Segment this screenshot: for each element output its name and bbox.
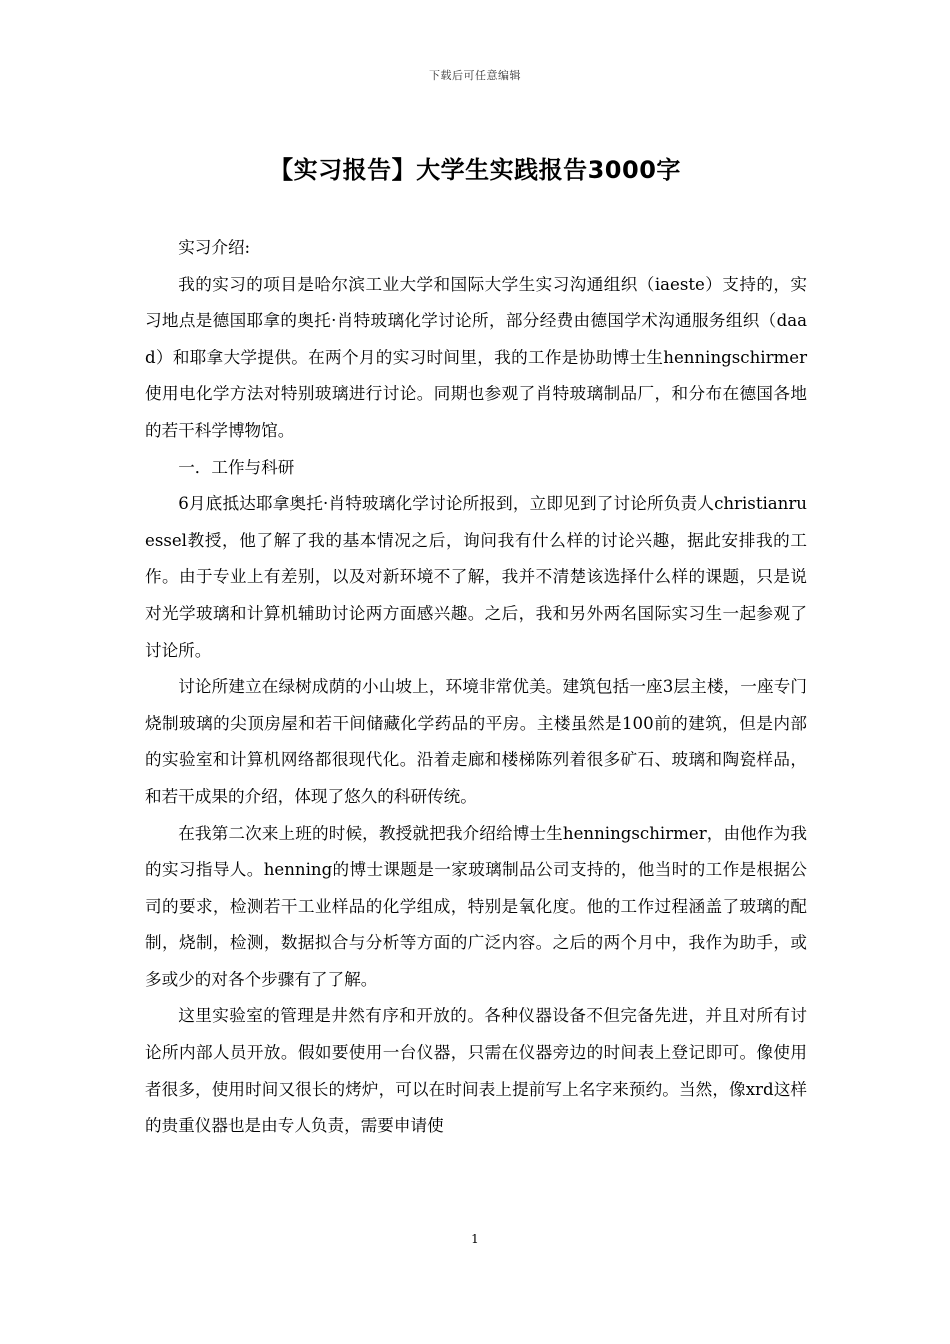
section-heading: 一．工作与科研 [178,457,295,477]
paragraph: 我的实习的项目是哈尔滨工业大学和国际大学生实习沟通组织（iaeste）支持的，实习地点是德国耶拿的奥托·肖特玻璃化学讨论所，部分经费由德国学术沟通服务组织（daad）和耶拿大学提供。在两个月的实习时间里，我的工作是协助博士生henningschirmer使用电化学方法对特别玻璃进行讨论。同期也参观了肖特玻璃制品厂，和分布在德国各地的若干科学博物馆。 [145,274,807,440]
header-note: 下载后可任意编辑 [429,69,521,82]
paragraph-intro-heading: 实习介绍: [178,238,251,257]
paragraph: 6月底抵达耶拿奥托·肖特玻璃化学讨论所报到，立即见到了讨论所负责人christianruessel教授，他了解了我的基本情况之后，询问我有什么样的讨论兴趣，据此安排我的工作。由于专业上有差别，以及对新环境不了解，我并不清楚该选择什么样的课题，只是说对光学玻璃和计算机辅助讨论两方面感兴趣。之后，我和另外两名国际实习生一起参观了讨论所。 [145,494,807,660]
page-number: 1 [471,1232,479,1246]
page-title: 【实习报告】大学生实践报告3000字 [269,156,681,184]
document-body [145,230,807,1145]
paragraph: 这里实验室的管理是井然有序和开放的。各种仪器设备不但完备先进，并且对所有讨论所内部人员开放。假如要使用一台仪器，只需在仪器旁边的时间表上登记即可。像使用者很多，使用时间又很长的烤炉，可以在时间表上提前写上名字来预约。当然，像xrd这样的贵重仪器也是由专人负责，需要申请使 [145,1006,807,1136]
paragraph: 讨论所建立在绿树成荫的小山坡上，环境非常优美。建筑包括一座3层主楼，一座专门烧制玻璃的尖顶房屋和若干间储藏化学药品的平房。主楼虽然是100前的建筑，但是内部的实验室和计算机网络都很现代化。沿着走廊和楼梯陈列着很多矿石、玻璃和陶瓷样品，和若干成果的介绍，体现了悠久的科研传统。 [145,677,807,806]
paragraph: 在我第二次来上班的时候，教授就把我介绍给博士生henningschirmer，由他作为我的实习指导人。henning的博士课题是一家玻璃制品公司支持的，他当时的工作是根据公司的要求，检测若干工业样品的化学组成，特别是氧化度。他的工作过程涵盖了玻璃的配制，烧制，检测，数据拟合与分析等方面的广泛内容。之后的两个月中，我作为助手，或多或少的对各个步骤有了了解。 [145,823,807,989]
